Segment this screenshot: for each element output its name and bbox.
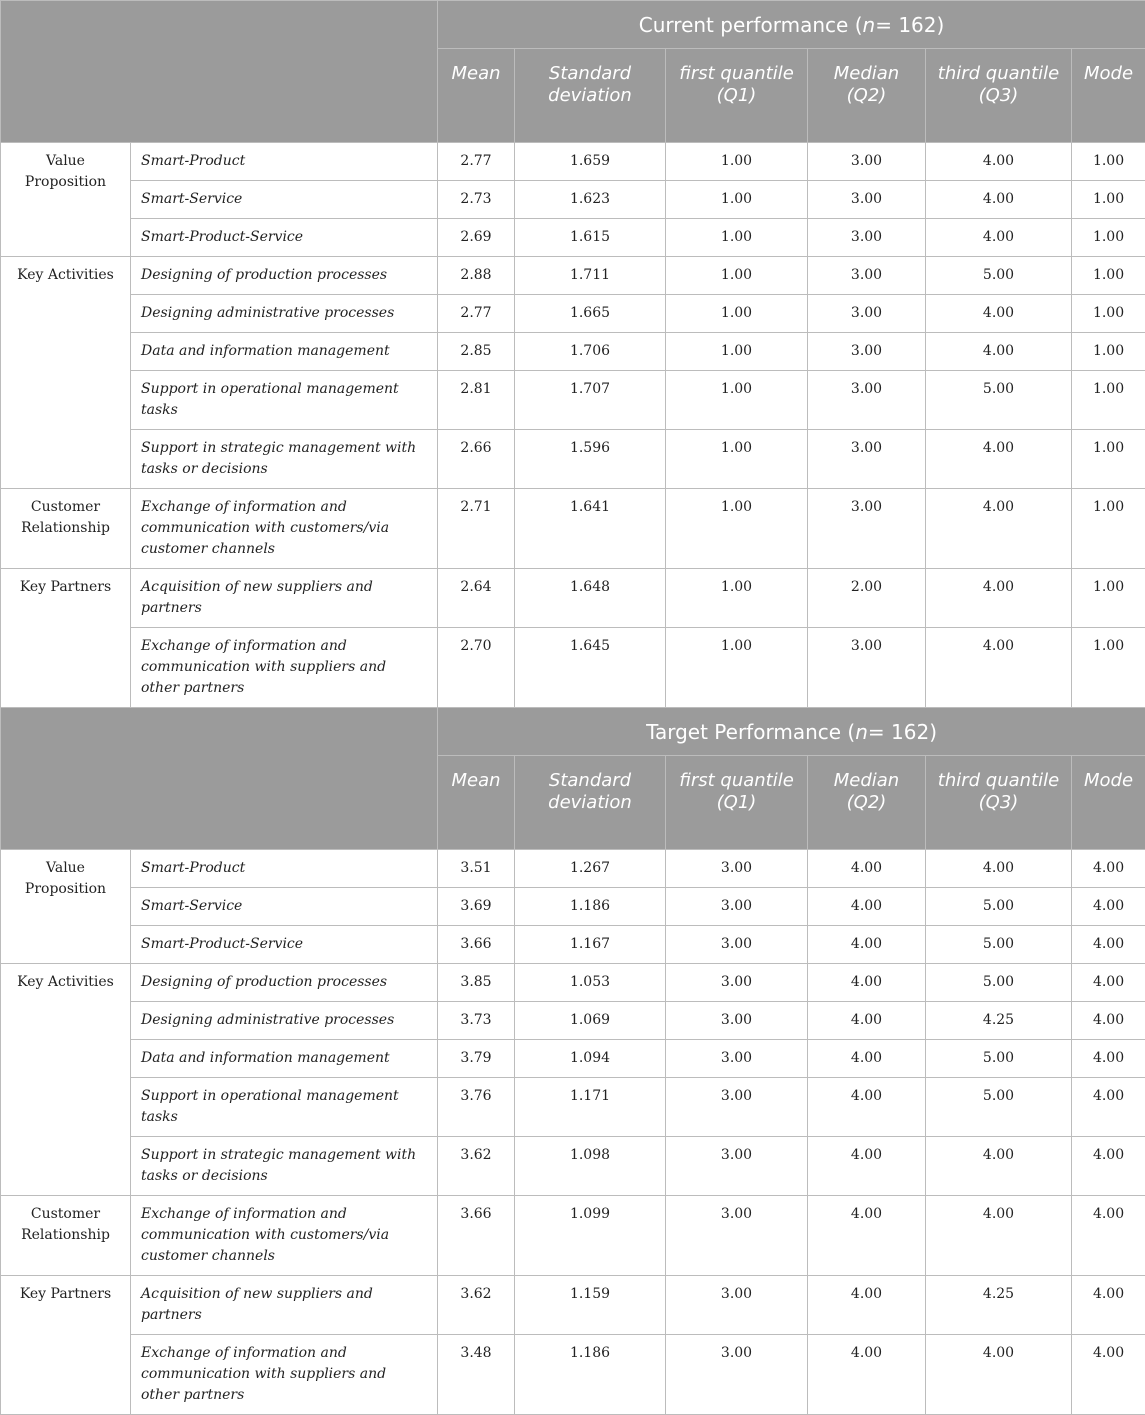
value-cell: 2.77: [438, 143, 515, 181]
value-cell: 1.159: [515, 1276, 666, 1335]
item-cell: Smart-Product: [131, 143, 438, 181]
value-cell: 3.76: [438, 1078, 515, 1137]
category-cell: Key Activities: [1, 257, 131, 489]
column-header: Mean: [438, 756, 515, 850]
value-cell: 4.00: [1072, 1040, 1145, 1078]
section-title-suffix: = 162): [875, 13, 944, 37]
value-cell: 4.00: [1072, 850, 1145, 888]
value-cell: 1.00: [666, 181, 808, 219]
value-cell: 4.00: [1072, 1002, 1145, 1040]
value-cell: 2.00: [808, 569, 926, 628]
column-header: Median (Q2): [808, 756, 926, 850]
value-cell: 1.069: [515, 1002, 666, 1040]
value-cell: 1.706: [515, 333, 666, 371]
value-cell: 1.615: [515, 219, 666, 257]
value-cell: 1.707: [515, 371, 666, 430]
value-cell: 4.00: [926, 628, 1072, 708]
item-cell: Designing of production processes: [131, 257, 438, 295]
column-header: first quantile (Q1): [666, 756, 808, 850]
item-cell: Smart-Product-Service: [131, 926, 438, 964]
value-cell: 4.00: [1072, 964, 1145, 1002]
table-row: [1, 964, 1145, 1002]
value-cell: 3.00: [808, 628, 926, 708]
value-cell: 4.00: [1072, 1196, 1145, 1276]
value-cell: 3.00: [666, 1137, 808, 1196]
value-cell: 4.00: [926, 569, 1072, 628]
value-cell: 1.00: [1072, 295, 1145, 333]
value-cell: 1.00: [666, 257, 808, 295]
item-cell: Smart-Product-Service: [131, 219, 438, 257]
column-header: Mode: [1072, 49, 1145, 143]
item-cell: Support in operational management tasks: [131, 371, 438, 430]
table-row: [1, 295, 1145, 333]
value-cell: 1.00: [666, 219, 808, 257]
value-cell: 1.623: [515, 181, 666, 219]
value-cell: 2.81: [438, 371, 515, 430]
value-cell: 4.00: [808, 1276, 926, 1335]
item-cell: Data and information management: [131, 333, 438, 371]
value-cell: 3.85: [438, 964, 515, 1002]
value-cell: 1.00: [1072, 219, 1145, 257]
item-cell: Exchange of information and communication with suppliers and other partners: [131, 1335, 438, 1415]
section-title-prefix: Current performance (: [639, 13, 863, 37]
value-cell: 1.659: [515, 143, 666, 181]
table-row: [1, 143, 1145, 181]
value-cell: 2.85: [438, 333, 515, 371]
table-row: [1, 926, 1145, 964]
value-cell: 1.00: [1072, 333, 1145, 371]
value-cell: 3.66: [438, 1196, 515, 1276]
value-cell: 4.00: [926, 1335, 1072, 1415]
value-cell: 5.00: [926, 926, 1072, 964]
value-cell: 1.167: [515, 926, 666, 964]
category-cell: Customer Relationship: [1, 489, 131, 569]
value-cell: 5.00: [926, 371, 1072, 430]
value-cell: 4.00: [808, 1137, 926, 1196]
value-cell: 4.00: [1072, 1276, 1145, 1335]
value-cell: 4.00: [808, 1335, 926, 1415]
value-cell: 4.00: [1072, 1137, 1145, 1196]
value-cell: 3.00: [666, 1335, 808, 1415]
value-cell: 1.00: [1072, 628, 1145, 708]
value-cell: 1.665: [515, 295, 666, 333]
value-cell: 2.71: [438, 489, 515, 569]
value-cell: 2.70: [438, 628, 515, 708]
value-cell: 3.00: [666, 926, 808, 964]
value-cell: 4.00: [808, 850, 926, 888]
value-cell: 3.79: [438, 1040, 515, 1078]
table-row: [1, 257, 1145, 295]
value-cell: 1.00: [666, 333, 808, 371]
value-cell: 3.62: [438, 1137, 515, 1196]
column-header: third quantile (Q3): [926, 49, 1072, 143]
column-header: Median (Q2): [808, 49, 926, 143]
value-cell: 4.00: [1072, 926, 1145, 964]
table-body: [1, 1, 1145, 1415]
value-cell: 3.00: [666, 1196, 808, 1276]
item-cell: Smart-Service: [131, 181, 438, 219]
header-blank-cell: [1, 708, 438, 850]
value-cell: 1.00: [666, 628, 808, 708]
section-title-suffix: = 162): [868, 720, 937, 744]
value-cell: 1.00: [666, 569, 808, 628]
value-cell: 3.00: [666, 1276, 808, 1335]
value-cell: 1.00: [1072, 143, 1145, 181]
value-cell: 3.48: [438, 1335, 515, 1415]
section-title-prefix: Target Performance (: [646, 720, 855, 744]
item-cell: Acquisition of new suppliers and partners: [131, 569, 438, 628]
value-cell: 4.00: [808, 964, 926, 1002]
value-cell: 3.00: [808, 143, 926, 181]
table-row: [1, 219, 1145, 257]
value-cell: 4.25: [926, 1002, 1072, 1040]
column-header: Standard deviation: [515, 49, 666, 143]
value-cell: 1.00: [1072, 430, 1145, 489]
section-title-row: [1, 708, 1145, 756]
value-cell: 1.711: [515, 257, 666, 295]
value-cell: 1.00: [1072, 257, 1145, 295]
item-cell: Support in strategic management with tasks or decisions: [131, 1137, 438, 1196]
value-cell: 1.00: [1072, 489, 1145, 569]
value-cell: 3.00: [666, 1002, 808, 1040]
item-cell: Smart-Service: [131, 888, 438, 926]
value-cell: 1.098: [515, 1137, 666, 1196]
value-cell: 3.00: [808, 257, 926, 295]
item-cell: Designing administrative processes: [131, 295, 438, 333]
item-cell: Data and information management: [131, 1040, 438, 1078]
value-cell: 4.00: [1072, 1335, 1145, 1415]
value-cell: 1.00: [666, 143, 808, 181]
value-cell: 4.00: [808, 1196, 926, 1276]
value-cell: 1.648: [515, 569, 666, 628]
item-cell: Designing administrative processes: [131, 1002, 438, 1040]
value-cell: 4.00: [808, 926, 926, 964]
table-row: [1, 888, 1145, 926]
item-cell: Exchange of information and communication with customers/via customer channels: [131, 1196, 438, 1276]
value-cell: 1.186: [515, 888, 666, 926]
table-row: [1, 569, 1145, 628]
value-cell: 1.186: [515, 1335, 666, 1415]
value-cell: 1.641: [515, 489, 666, 569]
value-cell: 1.00: [666, 430, 808, 489]
value-cell: 2.88: [438, 257, 515, 295]
table-row: [1, 489, 1145, 569]
value-cell: 3.00: [808, 333, 926, 371]
table-row: [1, 181, 1145, 219]
value-cell: 1.053: [515, 964, 666, 1002]
value-cell: 3.51: [438, 850, 515, 888]
category-cell: Value Proposition: [1, 850, 131, 964]
value-cell: 1.00: [1072, 569, 1145, 628]
value-cell: 3.73: [438, 1002, 515, 1040]
value-cell: 4.00: [1072, 1078, 1145, 1137]
table-row: [1, 1335, 1145, 1415]
value-cell: 2.69: [438, 219, 515, 257]
value-cell: 4.00: [926, 181, 1072, 219]
value-cell: 4.00: [926, 1196, 1072, 1276]
value-cell: 4.00: [808, 1078, 926, 1137]
value-cell: 4.00: [808, 1040, 926, 1078]
value-cell: 4.00: [926, 850, 1072, 888]
item-cell: Exchange of information and communication with suppliers and other partners: [131, 628, 438, 708]
column-header: Standard deviation: [515, 756, 666, 850]
value-cell: 3.00: [808, 219, 926, 257]
value-cell: 1.00: [666, 371, 808, 430]
value-cell: 3.00: [666, 1078, 808, 1137]
table-row: [1, 1078, 1145, 1137]
value-cell: 3.00: [808, 430, 926, 489]
value-cell: 1.645: [515, 628, 666, 708]
value-cell: 5.00: [926, 888, 1072, 926]
section-title-row: [1, 1, 1145, 49]
value-cell: 4.00: [926, 143, 1072, 181]
category-cell: Key Partners: [1, 1276, 131, 1415]
category-cell: Key Activities: [1, 964, 131, 1196]
table-row: [1, 628, 1145, 708]
section-title: [438, 708, 1145, 756]
value-cell: 1.00: [666, 295, 808, 333]
value-cell: 4.00: [808, 1002, 926, 1040]
value-cell: 2.77: [438, 295, 515, 333]
value-cell: 5.00: [926, 257, 1072, 295]
value-cell: 3.62: [438, 1276, 515, 1335]
value-cell: 1.094: [515, 1040, 666, 1078]
table-row: [1, 333, 1145, 371]
value-cell: 1.171: [515, 1078, 666, 1137]
value-cell: 4.00: [926, 295, 1072, 333]
section-title-n: n: [855, 720, 868, 744]
header-blank-cell: [1, 1, 438, 143]
table-row: [1, 850, 1145, 888]
value-cell: 3.00: [808, 181, 926, 219]
value-cell: 1.00: [666, 489, 808, 569]
value-cell: 2.64: [438, 569, 515, 628]
value-cell: 3.00: [808, 489, 926, 569]
value-cell: 3.00: [808, 371, 926, 430]
value-cell: 3.00: [666, 1040, 808, 1078]
item-cell: Exchange of information and communication with customers/via customer channels: [131, 489, 438, 569]
column-header: Mean: [438, 49, 515, 143]
value-cell: 3.00: [666, 888, 808, 926]
value-cell: 3.69: [438, 888, 515, 926]
table-row: [1, 1276, 1145, 1335]
column-header: Mode: [1072, 756, 1145, 850]
value-cell: 3.00: [666, 964, 808, 1002]
table-row: [1, 430, 1145, 489]
value-cell: 2.73: [438, 181, 515, 219]
table-row: [1, 1196, 1145, 1276]
item-cell: Support in strategic management with tasks or decisions: [131, 430, 438, 489]
value-cell: 4.25: [926, 1276, 1072, 1335]
value-cell: 1.596: [515, 430, 666, 489]
value-cell: 3.00: [808, 295, 926, 333]
value-cell: 1.00: [1072, 371, 1145, 430]
value-cell: 1.267: [515, 850, 666, 888]
section-title: [438, 1, 1145, 49]
table-row: [1, 1002, 1145, 1040]
category-cell: Value Proposition: [1, 143, 131, 257]
value-cell: 5.00: [926, 1040, 1072, 1078]
table-row: [1, 1137, 1145, 1196]
category-cell: Key Partners: [1, 569, 131, 708]
value-cell: 4.00: [926, 430, 1072, 489]
item-cell: Support in operational management tasks: [131, 1078, 438, 1137]
table-row: [1, 371, 1145, 430]
value-cell: 3.00: [666, 850, 808, 888]
value-cell: 4.00: [926, 219, 1072, 257]
value-cell: 5.00: [926, 964, 1072, 1002]
column-header: third quantile (Q3): [926, 756, 1072, 850]
value-cell: 2.66: [438, 430, 515, 489]
value-cell: 1.00: [1072, 181, 1145, 219]
category-cell: Customer Relationship: [1, 1196, 131, 1276]
value-cell: 3.66: [438, 926, 515, 964]
value-cell: 4.00: [808, 888, 926, 926]
value-cell: 5.00: [926, 1078, 1072, 1137]
table-row: [1, 1040, 1145, 1078]
value-cell: 4.00: [1072, 888, 1145, 926]
value-cell: 4.00: [926, 489, 1072, 569]
item-cell: Acquisition of new suppliers and partners: [131, 1276, 438, 1335]
value-cell: 4.00: [926, 333, 1072, 371]
item-cell: Designing of production processes: [131, 964, 438, 1002]
value-cell: 4.00: [926, 1137, 1072, 1196]
value-cell: 1.099: [515, 1196, 666, 1276]
section-title-n: n: [863, 13, 876, 37]
item-cell: Smart-Product: [131, 850, 438, 888]
column-header: first quantile (Q1): [666, 49, 808, 143]
